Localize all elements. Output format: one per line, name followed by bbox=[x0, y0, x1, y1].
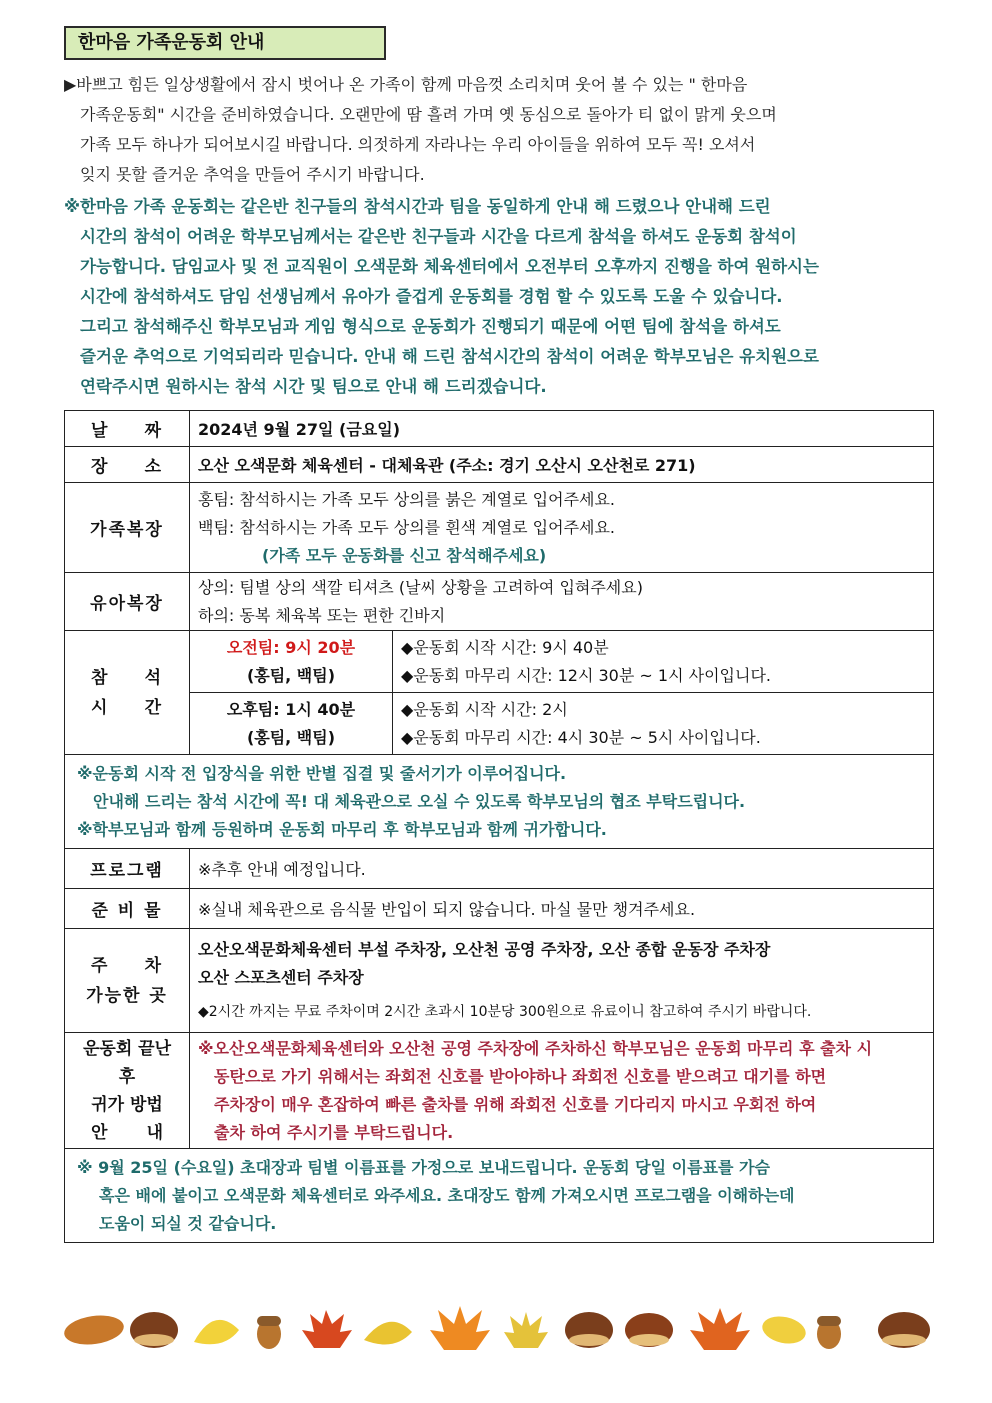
parking-value: 오산오색문화체육센터 부설 주차장, 오산천 공영 주차장, 오산 종합 운동장 주차장 오산 스포츠센터 주차장 ◆2시간 까지는 무료 주차이며 2시간 초과시 10분당 300원으로 유료이니 참고하여 주시기 바랍니다. bbox=[190, 929, 934, 1033]
autumn-leaves-border bbox=[64, 1300, 934, 1360]
chestnut-icon bbox=[565, 1312, 613, 1348]
intro-line: 가족운동회" 시간을 준비하였습니다. 오랜만에 땀 흘려 가며 옛 동심으로 돌아가 티 없이 맑게 웃으며 bbox=[80, 105, 777, 124]
mid-notes: ※운동회 시작 전 입장식을 위한 반별 집결 및 줄서기가 이루어집니다. 안내해 드리는 참석 시간에 꼭! 대 체육관으로 오실 수 있도록 학부모님의 협조 부탁드립니다. ※학부모님과 함께 등원하며 운동회 마무리 후 학부모님과 함께 귀가합니다. bbox=[65, 755, 934, 849]
maple-leaf-icon bbox=[430, 1306, 490, 1350]
intro-paragraph bbox=[64, 70, 932, 190]
oak-leaf-icon bbox=[760, 1313, 808, 1348]
chestnut-icon bbox=[878, 1312, 930, 1348]
mid-notes-row bbox=[65, 755, 934, 849]
child-dress-value: 상의: 팀별 상의 색깔 티셔츠 (날씨 상황을 고려하여 입혀주세요) 하의: 동복 체육복 또는 편한 긴바지 bbox=[190, 573, 934, 631]
date-label: 날 짜 bbox=[65, 411, 190, 447]
am-time-cell: ◆운동회 시작 시간: 9시 40분 ◆운동회 마무리 시간: 12시 30분 ~ 1시 사이입니다. bbox=[393, 631, 934, 693]
program-row bbox=[65, 849, 934, 889]
date-row bbox=[65, 411, 934, 447]
chestnut-icon bbox=[625, 1313, 673, 1347]
ginkgo-leaf-icon bbox=[194, 1320, 239, 1344]
final-note-row bbox=[65, 1149, 934, 1243]
place-row bbox=[65, 447, 934, 483]
program-label: 프로그램 bbox=[65, 849, 190, 889]
acorn-icon bbox=[817, 1316, 841, 1349]
notice-line: 시간의 참석이 어려운 학부모님께서는 같은반 친구들과 시간을 다르게 참석을 하셔도 운동회 참석이 bbox=[80, 227, 797, 246]
place-label: 장 소 bbox=[65, 447, 190, 483]
oak-leaf-icon bbox=[64, 1312, 126, 1348]
intro-line: ▶바쁘고 힘든 일상생활에서 잠시 벗어나 온 가족이 함께 마음껏 소리치며 웃어 볼 수 있는 " 한마음 bbox=[64, 75, 748, 94]
prep-value: ※실내 체육관으로 음식물 반입이 되지 않습니다. 마실 물만 챙겨주세요. bbox=[190, 889, 934, 929]
notice-paragraph bbox=[64, 192, 932, 402]
child-dress-label: 유아복장 bbox=[65, 573, 190, 631]
notice-line: 연락주시면 원하시는 참석 시간 및 팀으로 안내 해 드리겠습니다. bbox=[80, 377, 547, 396]
attend-am-row bbox=[65, 631, 934, 693]
attend-pm-row bbox=[65, 693, 934, 755]
return-row bbox=[65, 1033, 934, 1149]
place-value: 오산 오색문화 체육센터 - 대체육관 (주소: 경기 오산시 오산천로 271) bbox=[190, 447, 934, 483]
family-dress-label: 가족복장 bbox=[65, 483, 190, 573]
am-team-cell: 오전팀: 9시 20분 (홍팀, 백팀) bbox=[190, 631, 393, 693]
page-title: 한마음 가족운동회 안내 bbox=[64, 26, 386, 60]
acorn-icon bbox=[257, 1316, 281, 1349]
pm-team-cell: 오후팀: 1시 40분 (홍팀, 백팀) bbox=[190, 693, 393, 755]
pm-time-cell: ◆운동회 시작 시간: 2시 ◆운동회 마무리 시간: 4시 30분 ~ 5시 사이입니다. bbox=[393, 693, 934, 755]
final-note: ※ 9월 25일 (수요일) 초대장과 팀별 이름표를 가정으로 보내드립니다. 운동회 당일 이름표를 가슴 혹은 배에 붙이고 오색문화 체육센터로 와주세요. 초대장도 함께 가져오시면 프로그램을 이해하는데 도움이 되실 것 같습니다. bbox=[65, 1149, 934, 1243]
notice-line: 시간에 참석하셔도 담임 선생님께서 유아가 즐겁게 운동회를 경험 할 수 있도록 도울 수 있습니다. bbox=[80, 287, 783, 306]
return-label: 운동회 끝난 후 귀가 방법 안 내 bbox=[65, 1033, 190, 1149]
program-value: ※추후 안내 예정입니다. bbox=[190, 849, 934, 889]
parking-label: 주 차 가능한 곳 bbox=[65, 929, 190, 1033]
attend-label: 참 석 시 간 bbox=[65, 631, 190, 755]
family-dress-value: 홍팀: 참석하시는 가족 모두 상의를 붉은 계열로 입어주세요. 백팀: 참석하시는 가족 모두 상의를 흰색 계열로 입어주세요. (가족 모두 운동화를 신고 참석해주세요) bbox=[190, 483, 934, 573]
ginkgo-leaf-icon bbox=[364, 1322, 412, 1345]
chestnut-icon bbox=[130, 1312, 178, 1348]
intro-line: 잊지 못할 즐거운 추억을 만들어 주시기 바랍니다. bbox=[80, 165, 425, 184]
notice-line: ※한마음 가족 운동회는 같은반 친구들의 참석시간과 팀을 동일하게 안내 해 드렸으나 안내해 드린 bbox=[64, 197, 771, 216]
info-table bbox=[64, 410, 934, 1243]
maple-leaf-icon bbox=[302, 1310, 352, 1348]
notice-line: 즐거운 추억으로 기억되리라 믿습니다. 안내 해 드린 참석시간의 참석이 어려운 학부모님은 유치원으로 bbox=[80, 347, 819, 366]
maple-leaf-icon bbox=[504, 1312, 548, 1348]
prep-label: 준 비 물 bbox=[65, 889, 190, 929]
intro-line: 가족 모두 하나가 되어보시길 바랍니다. 의젓하게 자라나는 우리 아이들을 위하여 모두 꼭! 오셔서 bbox=[80, 135, 756, 154]
prep-row bbox=[65, 889, 934, 929]
notice-line: 그리고 참석해주신 학부모님과 게임 형식으로 운동회가 진행되기 때문에 어떤 팀에 참석을 하셔도 bbox=[80, 317, 781, 336]
date-value: 2024년 9월 27일 (금요일) bbox=[190, 411, 934, 447]
return-value: ※오산오색문화체육센터와 오산천 공영 주차장에 주차하신 학부모님은 운동회 마무리 후 출차 시 동탄으로 가기 위해서는 좌회전 신호를 받아야하나 좌회전 신호를 받으려고 대기를 하면 주차장이 매우 혼잡하여 빠른 출차를 위해 좌회전 신호를 기다리지 마시고 우회전 하여 출차 하여 주시기를 부탁드립니다. bbox=[190, 1033, 934, 1149]
parking-row bbox=[65, 929, 934, 1033]
maple-leaf-icon bbox=[690, 1308, 750, 1350]
child-dress-row bbox=[65, 573, 934, 631]
notice-line: 가능합니다. 담임교사 및 전 교직원이 오색문화 체육센터에서 오전부터 오후까지 진행을 하여 원하시는 bbox=[80, 257, 819, 276]
family-dress-row bbox=[65, 483, 934, 573]
